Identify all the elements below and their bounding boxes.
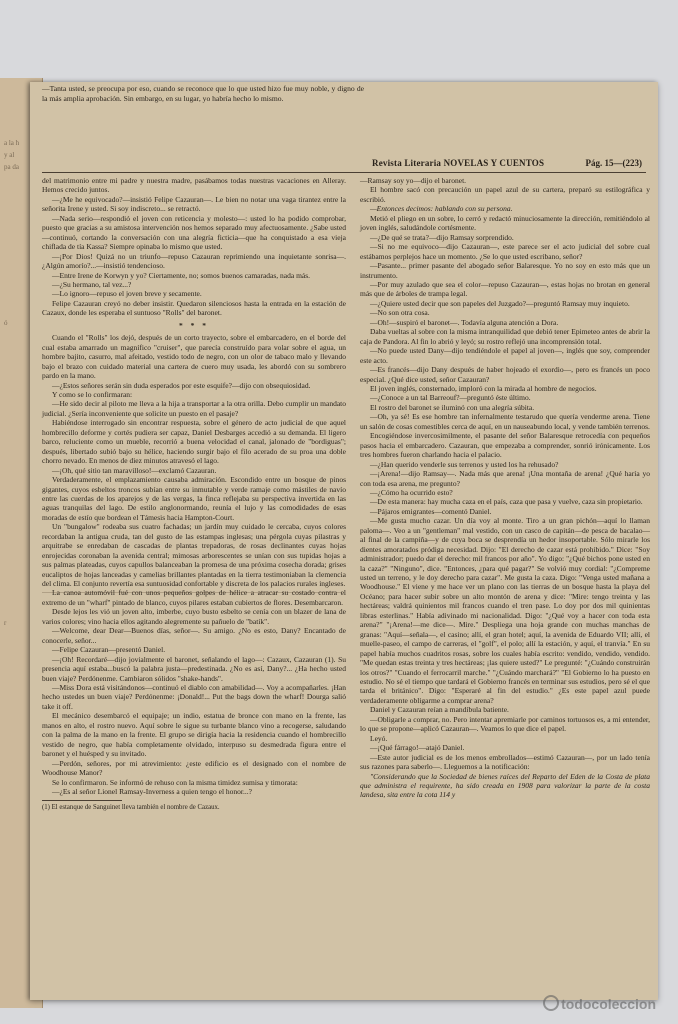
back-page-text: r xyxy=(4,619,7,627)
page-crease xyxy=(42,592,342,593)
top-fragment-text: —Tanta usted, se preocupa por eso, cuando se reconoce que lo que usted hizo fue muy noble, y digno de la más amplia aprobación. Sin embargo, en su lugar, yo habría hecho lo mismo. xyxy=(42,84,364,103)
paragraph: —No son otra cosa. xyxy=(370,308,430,318)
paragraph: —Felipe Cazauran—presentó Daniel. xyxy=(52,645,166,655)
paragraph: —Lo ignoro—repuso el joven breve y secamente. xyxy=(52,289,202,299)
paragraph: —Pasante... primer pasante del abogado señor Balaresque. Yo no soy en esto más que un instrumento. xyxy=(360,261,650,280)
back-page-text: pa da xyxy=(4,163,19,171)
paragraph: —Miss Dora está visitándonos—continuó el diablo con amabilidad—. Voy a acompañarles. ¡Han hecho ustedes un buen viaje? Perdónenme: ¡Donald!... Put the bags down the wharf! Dourga salió take it off. xyxy=(42,683,346,711)
paragraph: —¿Su hermano, tal vez...? xyxy=(52,279,132,289)
page-header xyxy=(42,150,646,173)
paragraph: —¿Me he equivocado?—insistió Felipe Cazauran—. Le bien no notar una vaga tirantez entre la señorita Irene y usted. Si soy indiscreto... se retractó. xyxy=(42,194,346,214)
page-number: Pág. 15—(223) xyxy=(585,158,642,168)
paragraph: Habiéndose interrogado sin encontrar respuesta, sobre el género de acto judicial de que aquel hombrecillo deforme y cortés pudiera ser capaz, Daniel Desbarges accedió a su demanda. El ligero barco, reluciente como un mueble, recorrió a buena velocidad el canal, jalonado de "bordiguas"; después, libertado subió bajo su hélice, haciendo surgir bajo el filo acerado de su proa una doble chorro nevado. En menos de diez minutos atravesó el lago. xyxy=(42,418,346,466)
paragraph: del matrimonio entre mi padre y nuestra madre, pasábamos todas nuestras vacaciones en Alleray. Hemos crecido juntos. xyxy=(42,176,346,195)
paragraph: Y como se lo confirmaran: xyxy=(52,389,133,399)
back-page-text: ó xyxy=(4,319,8,327)
paragraph: —Este autor judicial es de los menos embrollados—estimó Cazauran—, por un lado tenía sus razones para saberlo—. Lleguemos a la notificación: xyxy=(360,752,650,772)
paragraph: —Welcome, dear Dear—Buenos días, señor—. Su amigo. ¿No es esto, Dany? Encantado de conocerle, señor... xyxy=(42,626,346,645)
footnote-rule xyxy=(42,800,122,801)
paragraph: El hombre sacó con precaución un papel azul de su cartera, preparó su estilográfica y escribió. xyxy=(360,185,650,204)
paragraph: —Nada serio—respondió el joven con reticencia y molesto—: usted lo ha podido comprobar, puesto que gracias a su amistosa intervención nos hemos separado muy afectuosamente. ¿Sabe usted—continuó, cortando la conversación con una alegría ficticia—que ha conquistado a esa vieja chiflada de tía Kassa? Siempre opinaba lo mismo que usted. xyxy=(42,213,346,252)
paragraph: "Considerando que la Sociedad de bienes raíces del Reparto del Eden de la Costa de plata que administra el requirente, ha sido creada en 1908 para valorizar la parte de la costa landesa, sita entre la cota 114 y xyxy=(360,771,650,800)
paragraph: —He sido decir al piloto me lleva a la hija a transportar a la otra orilla. Debo cumplir un mandato judicial. ¿Sería inconveniente que solicite un puesto en el pasaje? xyxy=(42,399,346,418)
paragraph: Se lo confirmaron. Se informó de rehuso con la misma timidez sumisa y timorata: xyxy=(52,777,298,787)
paragraph: * * * xyxy=(179,320,209,330)
paragraph: —¡Oh! Recordaré—dijo jovialmente el baronet, señalando el lago—: Cazaux, Cazauran (1). Su presencia aquí estaba...buscó la palabra justa—predestinada. ¿No es así, Dany?... ¿Ha hecho usted buen viaje? Perdónenme. Cambiaron sólidos "shake-hands". xyxy=(42,654,346,683)
paragraph: La canoa automóvil fué con unos pequeños golpes de hélice a atracar su costado contra el extremo de un "wharf" pintado de blanco, cuyos pilares estaban cubiertos de flores. Desembarcaron. xyxy=(42,588,346,607)
right-column xyxy=(360,176,650,800)
paragraph: —¿Han querido venderle sus terrenos y usted los ha rehusado? xyxy=(370,459,559,469)
paragraph: —¿De qué se trata?—dijo Ramsay sorprendido. xyxy=(370,232,514,242)
paragraph: —Entre Irene de Korwyn y yo? Ciertamente, no; somos buenos camaradas, nada más. xyxy=(52,270,311,280)
watermark xyxy=(543,995,656,1012)
paragraph: —No puede usted Dany—dijo tendiéndole el papel al joven—, inglés que soy, comprender este acto. xyxy=(360,346,650,365)
paragraph: —¡Qué fárrago!—atajó Daniel. xyxy=(370,743,465,753)
paragraph: —Pájaros emigrantes—comentó Daniel. xyxy=(370,506,492,516)
back-page-text: y al xyxy=(4,151,15,159)
paragraph: —¿Es al señor Lionel Ramsay-Inverness a quien tengo el honor...? xyxy=(52,787,252,796)
paragraph: —Es francés—dijo Dany después de haber hojeado el exordio—, pero es francés un poco especial. ¿Qué dice usted, señor Cazauran? xyxy=(360,365,650,384)
paragraph: El joven inglés, consternado, imploró con la mirada al hombre de negocios. xyxy=(370,383,597,393)
paragraph: —Oh, ya sé! Es ese hombre tan infernalmente testarudo que quería venderme arena. Tiene un salón de cosas comestibles cerca de aquí, en un nauseabundo local, y vende también terrenos. xyxy=(360,412,650,431)
paragraph: Daba vueltas al sobre con la misma intranquilidad que debió tener Epimeteo antes de abrir la caja de Pandora. Al fin lo abrió y leyó; su rostro reflejó una incomprensión total. xyxy=(360,327,650,346)
paragraph: Cuando el "Rolls" los dejó, después de un corto trayecto, sobre el embarcadero, en el borde del cual estaba amarrado un magnífico "cruiser", que parecía construído para volar sobre el agua, un hombre bajito, casurro, mal afeitado, vestido todo de negro, con un olor de tabaco malo y llevando bajo el brazo con cuidado material una cartera de cuero muy usada, les abordó con su sombrero pardo en la mano. xyxy=(42,333,346,381)
back-page-text: a la h xyxy=(4,139,20,147)
paragraph: —¿Conoce a un tal Barreouf?—preguntó éste último. xyxy=(370,393,531,403)
paragraph: —Obligarle a comprar, no. Pero intentar apremiarle por caminos tortuosos es, a mi entender, lo que se propone—aplicó Cazauran—. Veamos lo que dice el papel. xyxy=(360,714,650,734)
paragraph: Daniel y Cazauran reían a mandíbula batiente. xyxy=(370,705,509,715)
paragraph: —¿Quiere usted decir que son papeles del Juzgado?—preguntó Ramsay muy inquieto. xyxy=(370,298,630,308)
paragraph: Desde lejos les vió un joven alto, imberbe, cuyo busto esbelto se cenía con un blazer de lana de varios colores; vino hacia ellos agitando alegremente su pañuelo de "batik". xyxy=(42,607,346,626)
paragraph: Encogiéndose invercosimilmente, el pasante del señor Balaresque retrocedía con pequeños pasos hacia el embarcadero. Cazauran, que empezaba a comprender, sonrió irónicamente. Los tres hombres fueron charlando hacia el palacio. xyxy=(360,431,650,460)
paragraph: Verdaderamente, el emplazamiento causaba admiración. Escondido entre un bosque de pinos gigantes, cuyos esbeltos troncos subían entre su inmutable y verde ramaje como mástiles de navío entre las cuerdas de los aparejos y de las vergas, la finca reflejaba su perspectiva invertida en las aguas tranquilas del lago. De estilo anglonormando, reunía el lujo y las comodidades de esas moradas de estío que bordean el Támesis hacia Hampton-Court. xyxy=(42,475,346,522)
left-column xyxy=(42,176,346,813)
magazine-page xyxy=(30,82,658,1000)
paragraph: Un "bungalow" rodeaba sus cuatro fachadas; un jardín muy cuidado le cercaba, cuyos colores recordaban la antigua cruda, tan del gusto de las estampas inglesas; una pérgola cuyas pilastras y arquitrabe se enredaban de cascadas de plantas trepadoras, de rosas declinantes cuyas hojas enrojecidas coronaban la avenida central; mimosas arborescentes se unían con sus tupidas hojas a sus palmas plateadas, cuyos capullos balanceaban la promesa de una próxima cosecha dorada; grises eucaliptos de hojas lanceadas y camelias brillantes plantadas en la tierra testimoniaban la clemencia del clima. El conjunto revertía esa suntuosidad confortable y discreta de los palacios rurales ingleses. xyxy=(42,522,346,589)
paragraph: El rostro del baronet se iluminó con una alegría súbita. xyxy=(370,402,535,412)
paragraph: —Por muy azulado que sea el color—repuso Cazauran—, estas hojas no brotan en general más que de árboles de trampa legal. xyxy=(360,279,650,299)
paragraph: —¡Oh, qué sitio tan maravilloso!—exclamó Cazauran. xyxy=(52,465,217,475)
watermark-logo-icon xyxy=(543,995,559,1011)
paragraph: Leyó. xyxy=(370,733,388,743)
paragraph: —De esta manera: hay mucha caza en el país, caza que pasa y vuelve, caza sin propietario. xyxy=(370,497,643,507)
watermark-text: todocoleccion xyxy=(561,996,656,1012)
paragraph: —Perdón, señores, por mi atrevimiento: ¿este edificio es el designado con el nombre de Woodhouse Manor? xyxy=(42,758,346,778)
paragraph: Felipe Cazauran creyó no deber insistir. Quedaron silenciosos hasta la entrada en la estación de Cazaux, donde les esperaba el suntuoso "Rolls" del baronet. xyxy=(42,298,346,318)
paragraph: —Oh!—suspiró el baronet—. Todavía alguna atención a Dora. xyxy=(370,317,559,327)
paragraph: El mecánico desembarcó el equipaje; un indio, estatua de bronce con mano en la frente, las manos en alto, el rostro nuevo. Aquí sobre le sigue su turbante blanco vino a recogerse, saludando con la palma de la mano en la frente. El grupo se dirigía hacia la residencia cuando el hombrecillo vestido de negro, que había completamente olvidado, interpuso su desmedrada figura entre el baronet y el huésped y su invitado. xyxy=(42,711,346,759)
paragraph: —¿Cómo ha ocurrido esto? xyxy=(370,487,453,497)
paragraph: —¿Estos señores serán sin duda esperados por este esquife?—dijo con obsequiosidad. xyxy=(52,380,311,390)
paragraph: —Entonces decimos: hablando con su persona. xyxy=(370,204,513,214)
paragraph: —¡Arena!—dijo Ramsay—. Nada más que arena! ¡Una montaña de arena! ¿Qué haría yo con toda esa arena, me pregunto? xyxy=(360,469,650,488)
paragraph: —¡Por Dios! Quizá no un triunfo—repuso Cazauran reprimiendo una inquietante sonrisa—. ¿Algún amorío?...—insistió tendencioso. xyxy=(42,251,346,271)
paragraph: —Si no me equivoco—dijo Cazauran—, este parece ser el acto judicial del sobre cual estábamos perplejos hace un momento. ¿Se lo que usted escribano, señor? xyxy=(360,242,650,261)
footnote: (1) El estanque de Sanguinet lleva también el nombre de Cazaux. xyxy=(42,804,220,812)
paragraph: —Ramsay soy yo—dijo el baronet. xyxy=(360,176,467,185)
paragraph: Metió el pliego en un sobre, lo cerró y redactó minuciosamente la dirección, remitiéndolo al joven inglés, saludándole cortésmente. xyxy=(360,213,650,233)
running-title: Revista Literaria NOVELAS Y CUENTOS xyxy=(372,158,545,168)
paragraph: —Me gusta mucho cazar. Un día voy al monte. Tiro a un gran pichón—aquí lo llaman paloma—. Veo a un "gentleman" mal vestido, con un casco de capitán—de pesca de bacalao—al final de la campiña—y de cuya boca se desprendía un hedor insoportable. Sólo mirarle los dientes amoratados pródiga necesidad. Dijo: "El derecho de cazar está prohibido." Dice: "Soy administrador; puedo dar el derecho: mil francos por año". Yo digo: "¿Qué bichos pone usted en la caza?" "Ninguno", dice. "Entonces, ¿para qué pagar?" Se volvió muy cordial: "¿Compreme usted un terreno, y le doy derecho para cazar". Me gusta la caza. Digo: "Venga usted mañana a Woodhouse." El viene y me hace ver un plano con las tierras de un bosque hasta la playa del Océano; para hacer subir sobre un alto montón de arena y dice: "Mire: tengo treinta y las hectáreas; valdrá quinientos mil francos cuando el tren pase. Lo doy por dos mil quinientas libras esterlinas." Había adivinado mi nacionalidad. Digo: "¿Qué voy a hacer con toda esta arena?" "¡Arena!—me dice—. Mire." Despliega una hoja grande con muchas manchas de granas: "Aquí—señala—, el casino; allí, el gran hotel; aquí, la avenida de Eduardo VII; allí, el muelle-paseo, el campo de carreras, el "golf", el polo; allí la estación, y aquí, el tranvía." En su papel había muchos cuadritos rosas, sobre los cuales había escrito: vendido, vendido, vendido. "Me quedan estas treinta y tres hectáreas; ¡las quiere usted?" Le pregunté: "¿Cuándo construirán los otros?" "Cuando el ferrocarril marche." "¿Cuándo marchará?" "El Gobierno lo ha puesto en estudio. No sé el tiempo que tardará el Gobierno francés en terminar sus estudios, pero sé el que tarda el británico". Digo: "Esperaré al fin del estudio." ¿Es este papel azul puede verdaderamente obligarme a comprar arena? xyxy=(360,516,650,705)
